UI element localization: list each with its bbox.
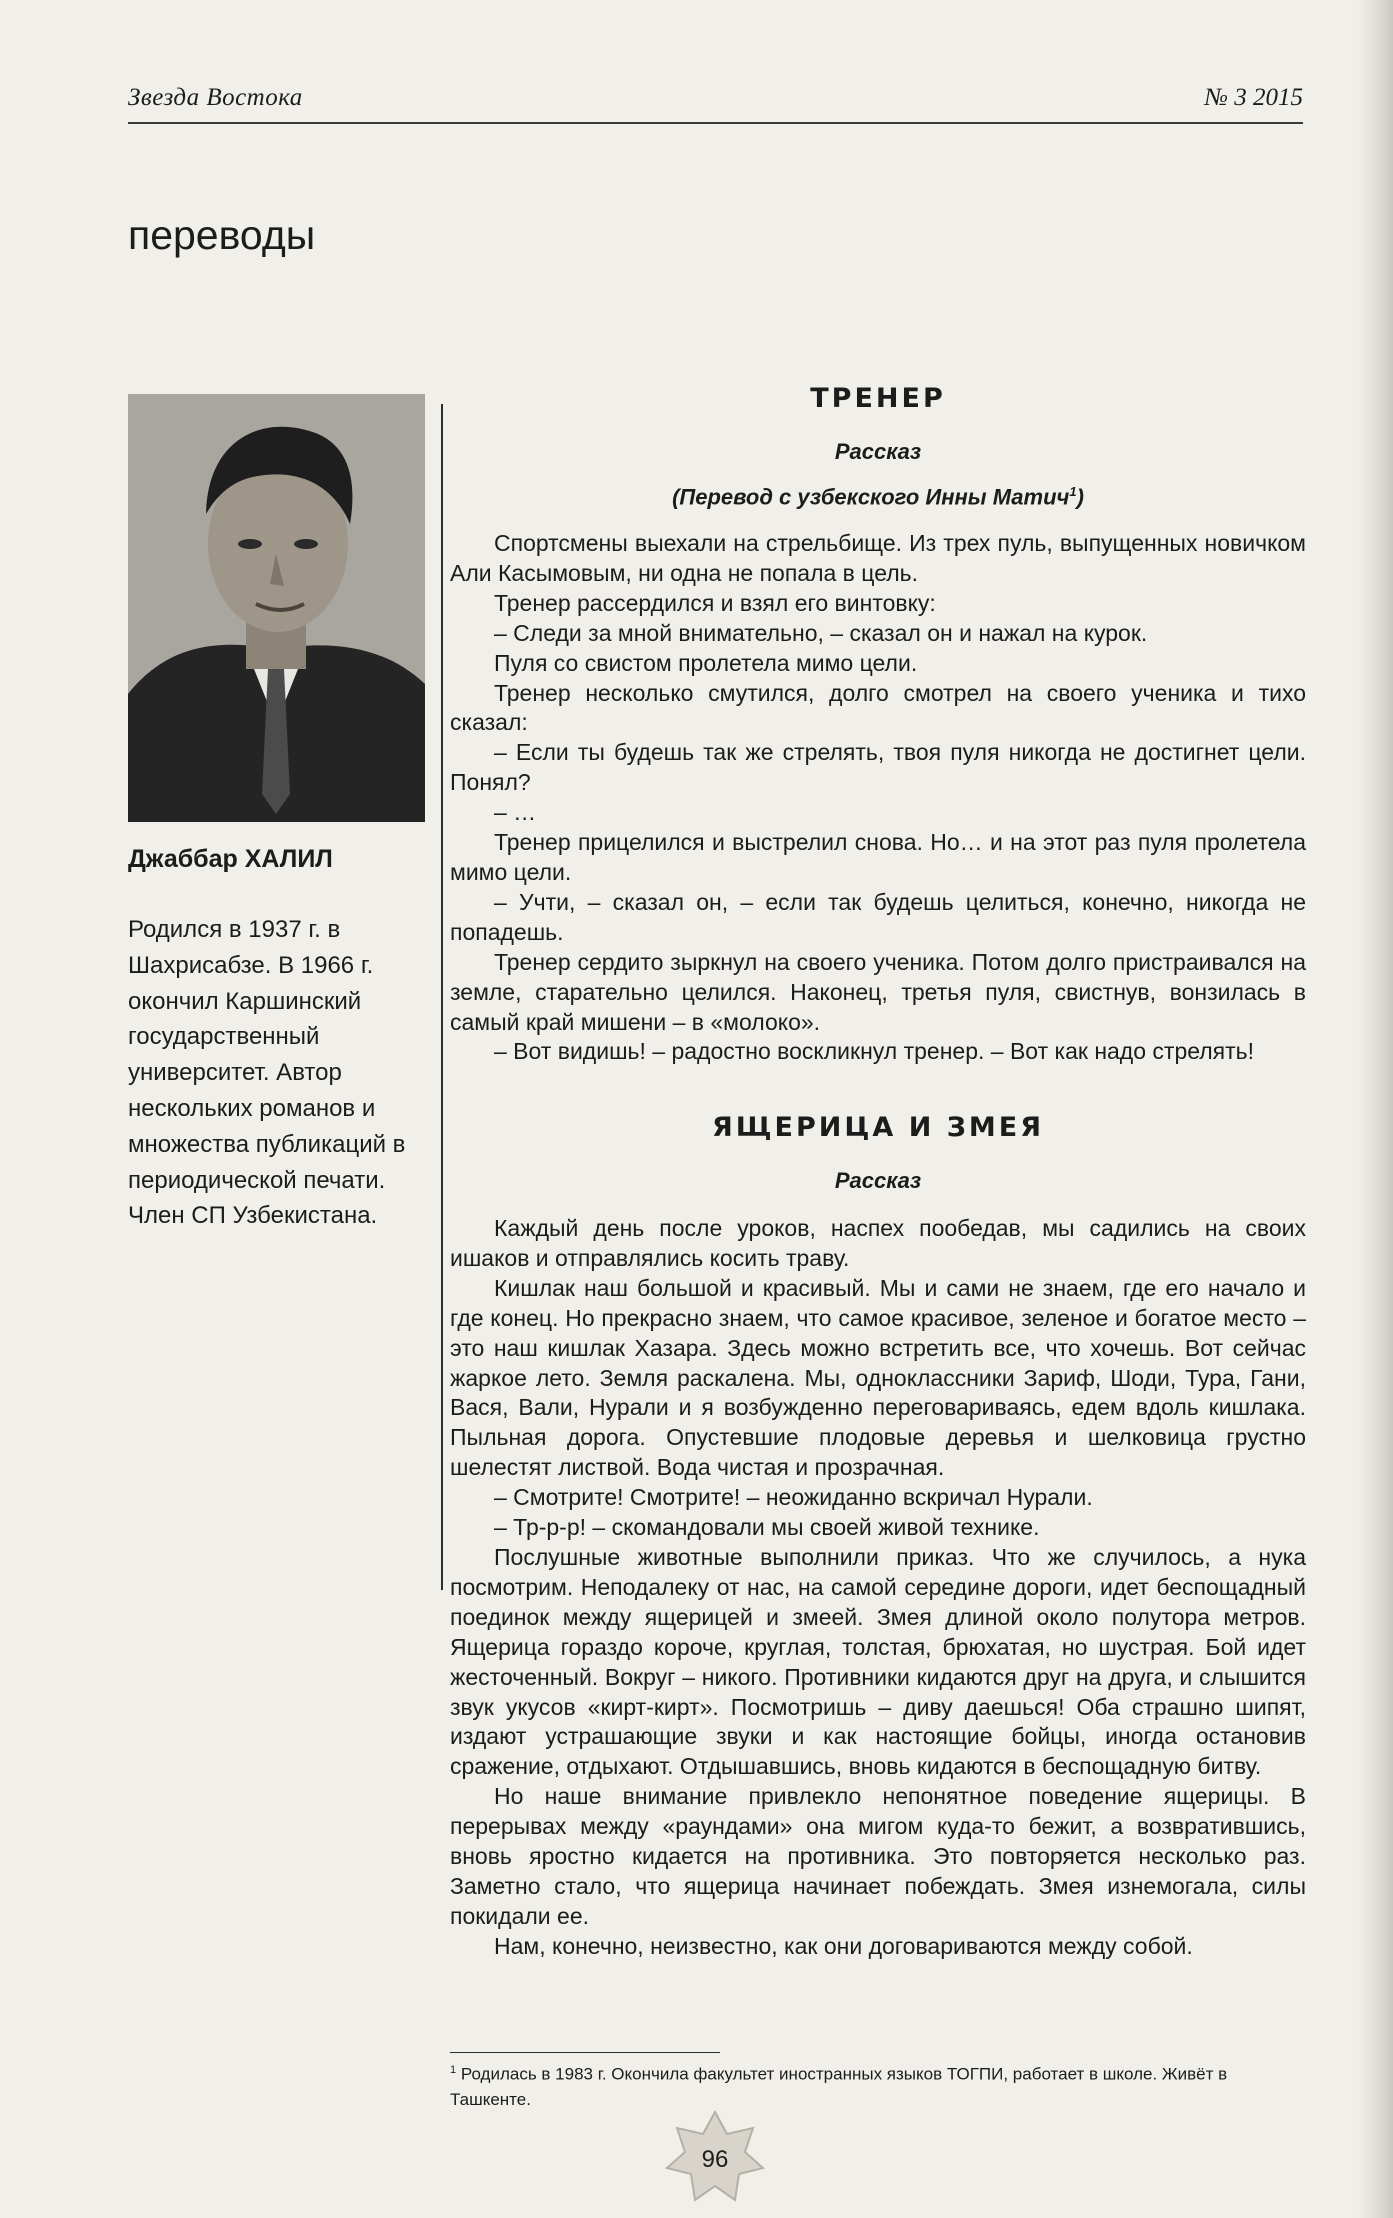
story1-title: ТРЕНЕР xyxy=(810,383,946,414)
page-number: 96 xyxy=(701,2146,729,2173)
author-name: Джаббар ХАЛИЛ xyxy=(128,845,333,873)
paragraph: Спортсмены выехали на стрельбище. Из трех пуль, выпущенных новичком Али Касымовым, ни одна не попала в цель. xyxy=(450,530,1306,586)
paragraph: – Тр-р-р! – скомандовали мы своей живой технике. xyxy=(494,1514,1040,1541)
paragraph: Тренер сердито зыркнул на своего ученика. Потом долго пристраивался на земле, старательно целился. Наконец, третья пуля, свистнув, вонзилась в самый край мишени – в «молоко». xyxy=(450,948,1306,1035)
footnote xyxy=(450,2058,1306,2112)
paragraph: Тренер прицелился и выстрелил снова. Но… и на этот раз пуля пролетела мимо цели. xyxy=(450,829,1306,885)
paragraph: Нам, конечно, неизвестно, как они договариваются между собой. xyxy=(494,1932,1193,1959)
paragraph: – Учти, – сказал он, – если так будешь целиться, конечно, никогда не попадешь. xyxy=(450,888,1306,945)
issue-number: № 3 2015 xyxy=(1204,84,1303,111)
paragraph: Кишлак наш большой и красивый. Мы и сами не знаем, где его начало и где конец. Но прекрасно знаем, что самое красивое, зеленое и богатое место – это наш кишлак Хазара. Здесь можно встретить все, что хочешь. Вот сейчас жаркое лето. Земля раскалена. Мы, одноклассники Зариф, Шоди, Тура, Гани, Вася, Вали, Нурали и я возбужденно переговариваясь, едем вдоль кишлака. Пыльная дорога. Опустевшие плодовые деревья и шелковица грустно шелестят листвой. Вода чистая и прозрачная. xyxy=(450,1274,1306,1481)
column-divider xyxy=(441,404,443,1590)
footnote-mark: 1 xyxy=(450,2064,457,2076)
journal-title: Звезда Востока xyxy=(128,84,303,111)
footnote-rule xyxy=(450,2052,720,2053)
story2-genre: Рассказ xyxy=(834,1168,922,1193)
author-portrait-illustration xyxy=(128,394,425,822)
page-number-badge xyxy=(663,2108,767,2212)
paragraph: Пуля со свистом пролетела мимо цели. xyxy=(494,649,918,676)
paragraph: – Если ты будешь так же стрелять, твоя пуля никогда не достигнет цели. Понял? xyxy=(450,739,1306,796)
story1-genre: Рассказ xyxy=(834,439,922,464)
page-edge-shadow xyxy=(1359,0,1393,2218)
paragraph: – Вот видишь! – радостно воскликнул тренер. – Вот как надо стрелять! xyxy=(494,1038,1255,1065)
story1-translation-credit xyxy=(450,484,1306,510)
author-bio: Родился в 1937 г. в Шахрисабзе. В 1966 г. окончил Каршинский государственный университет. Автор нескольких романов и множества публикаций в периодической печати. Член СП Узбекистана. xyxy=(128,916,406,1230)
paragraph: – … xyxy=(494,799,537,826)
translation-text: (Перевод с узбекского Инны Матич xyxy=(672,484,1070,510)
story1-body xyxy=(450,529,1306,1067)
footnote-text: Родилась в 1983 г. Окончила факультет иностранных языков ТОГПИ, работает в школе. Живёт в Ташкенте. xyxy=(450,2064,1228,2109)
paragraph: Каждый день после уроков, наспех пообедав, мы садились на своих ишаков и отправлялись косить траву. xyxy=(450,1215,1306,1271)
running-header xyxy=(128,82,1303,124)
paragraph: Но наше внимание привлекло непонятное поведение ящерицы. В перерывах между «раундами» она мигом куда-то бежит, а возвратившись, вновь яростно кидается на противника. Это повторяется несколько раз. Заметно стало, что ящерица начинает побеждать. Змея изнемогала, силы покидали ее. xyxy=(450,1783,1306,1929)
paragraph: – Смотрите! Смотрите! – неожиданно вскричал Нурали. xyxy=(494,1484,1093,1511)
paragraph: Послушные животные выполнили приказ. Что же случилось, а нука посмотрим. Неподалеку от нас, на самой середине дороги, идет беспощадный поединок между ящерицей и змеей. Змея длиной около полутора метров. Ящерица гораздо короче, круглая, толстая, брюхатая, но шустрая. Бой идет жесточенный. Вокруг – никого. Противники кидаются друг на друга, и слышится звук укусов «кирт-кирт». Посмотришь – диву даешься! Оба страшно шипят, издают устрашающие звуки и как настоящие бойцы, иногда остановив сражение, отдыхают. Отдышавшись, вновь кидаются в беспощадную битву. xyxy=(450,1543,1306,1780)
story2-body xyxy=(450,1214,1306,1962)
section-title: переводы xyxy=(128,212,316,258)
author-photo xyxy=(128,394,425,822)
paragraph: Тренер рассердился и взял его винтовку: xyxy=(494,589,936,616)
paragraph: – Следи за мной внимательно, – сказал он и нажал на курок. xyxy=(494,619,1148,646)
translation-close: ) xyxy=(1076,484,1084,510)
footnote-ref: 1 xyxy=(1069,484,1077,499)
paragraph: Тренер несколько смутился, долго смотрел на своего ученика и тихо сказал: xyxy=(450,679,1306,736)
story2-title: ЯЩЕРИЦА И ЗМЕЯ xyxy=(711,1112,1045,1143)
